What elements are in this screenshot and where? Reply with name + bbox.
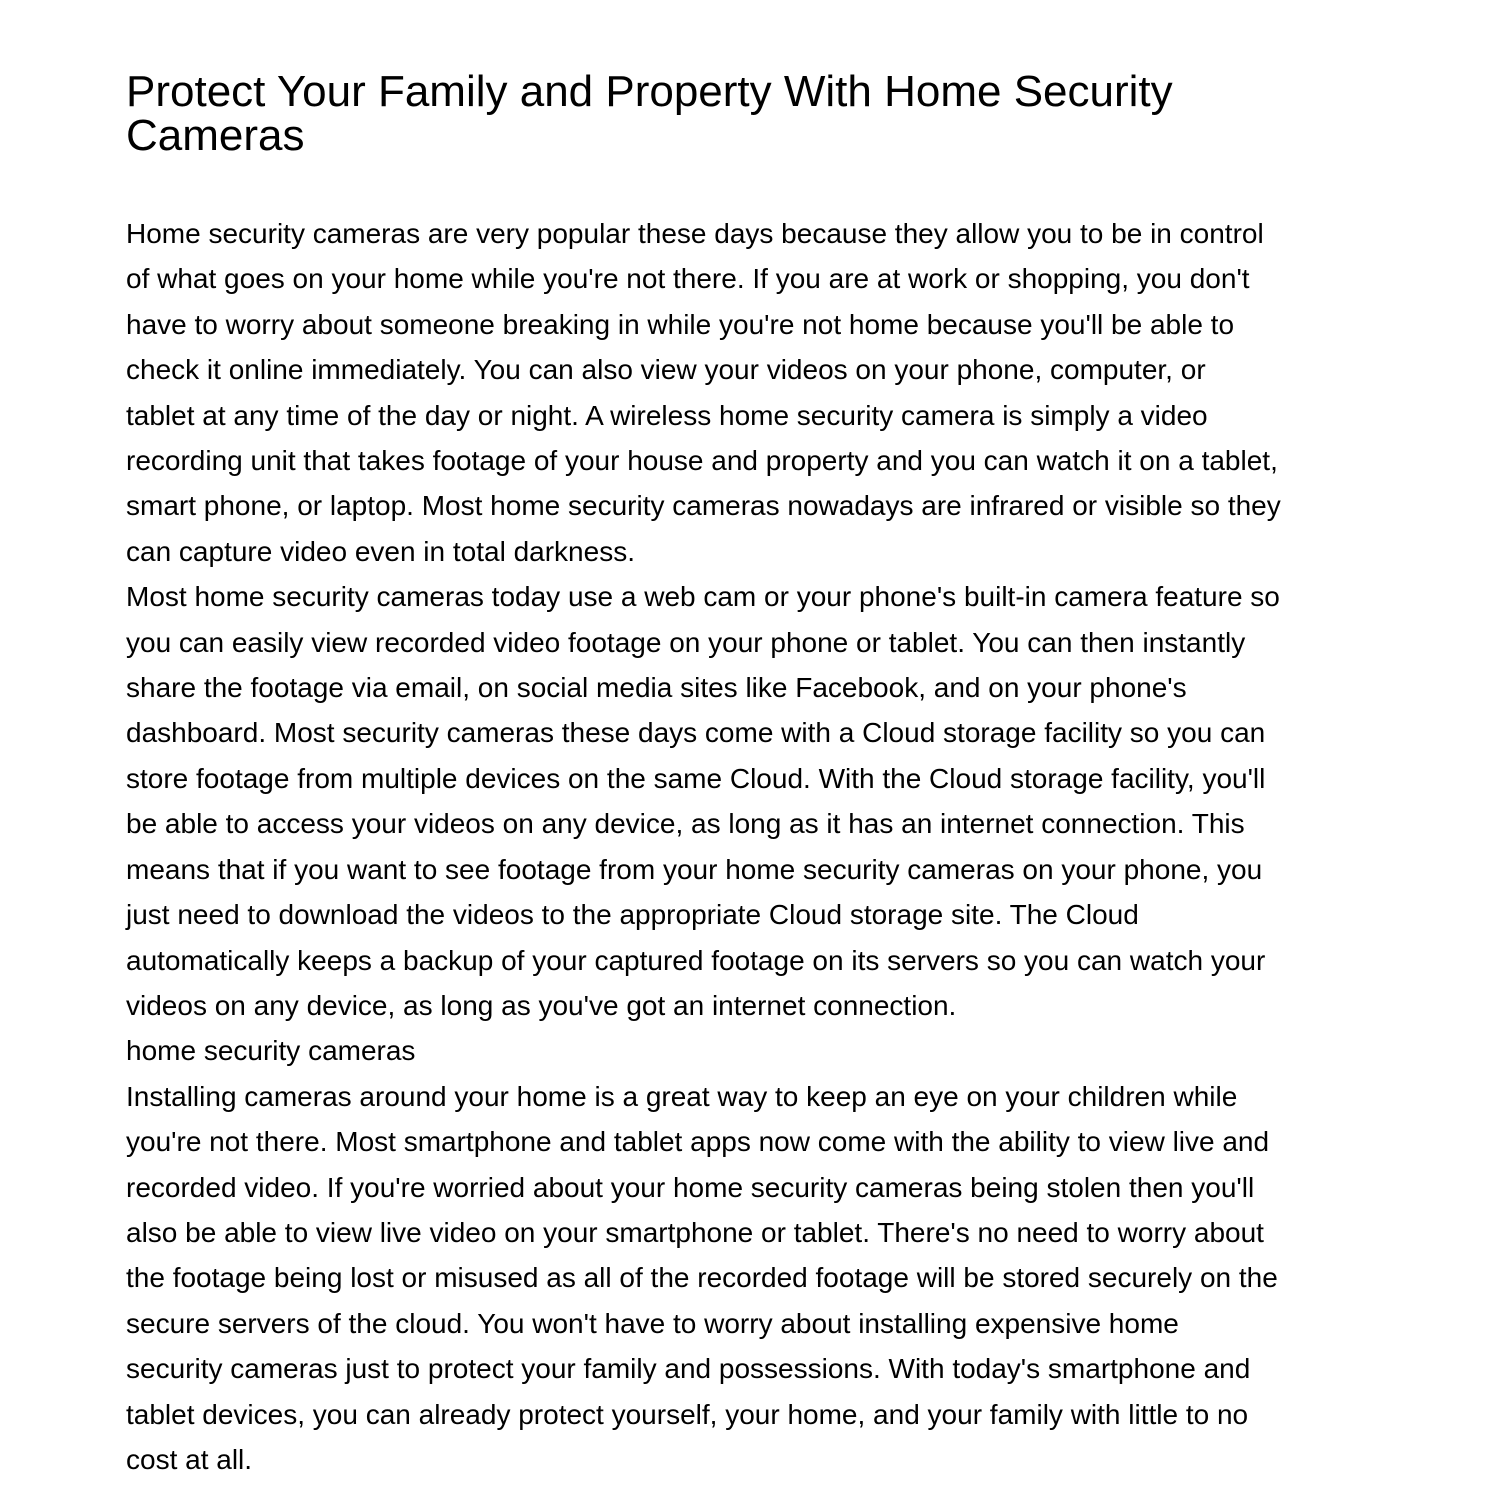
text-line: be able to access your videos on any device, as long as it has an internet connection. This	[126, 808, 1245, 840]
text-line: also be able to view live video on your smartphone or tablet. There's no need to worry about	[126, 1216, 1264, 1248]
text-line: recording unit that takes footage of your house and property and you can watch it on a tablet,	[126, 445, 1278, 477]
text-line: just need to download the videos to the appropriate Cloud storage site. The Cloud	[126, 899, 1139, 931]
paragraph	[126, 574, 1281, 1028]
text-line: tablet devices, you can already protect yourself, your home, and your family with little to no	[126, 1398, 1249, 1430]
text-line: the footage being lost or misused as all of the recorded footage will be stored securely on the	[126, 1262, 1278, 1294]
document-body	[126, 211, 1281, 1482]
text-line: you can easily view recorded video footage on your phone or tablet. You can then instantly	[126, 626, 1246, 658]
text-line: automatically keeps a backup of your captured footage on its servers so you can watch your	[126, 944, 1266, 976]
text-line: Home security cameras are very popular these days because they allow you to be in control	[126, 218, 1264, 249]
text-line: check it online immediately. You can also view your videos on your phone, computer, or	[126, 354, 1206, 386]
text-line: have to worry about someone breaking in while you're not home because you'll be able to	[126, 308, 1235, 340]
text-line: of what goes on your home while you're not there. If you are at work or shopping, you don't	[126, 263, 1250, 295]
title-line: Protect Your Family and Property With Home Security	[126, 67, 1173, 116]
text-line: secure servers of the cloud. You won't have to worry about installing expensive home	[126, 1307, 1179, 1339]
text-line: means that if you want to see footage from your home security cameras on your phone, you	[126, 853, 1263, 885]
text-line: share the footage via email, on social media sites like Facebook, and on your phone's	[126, 672, 1187, 704]
paragraph	[126, 1074, 1281, 1483]
keyword-link-text	[126, 1028, 1281, 1073]
text-line: you're not there. Most smartphone and tablet apps now come with the ability to view live and	[126, 1126, 1270, 1158]
text-line: dashboard. Most security cameras these days come with a Cloud storage facility so you can	[126, 717, 1266, 749]
text-line: recorded video. If you're worried about your home security cameras being stolen then you'll	[126, 1171, 1255, 1203]
text-line: home security cameras	[126, 1035, 416, 1067]
text-line: Most home security cameras today use a web cam or your phone's built-in camera feature so	[126, 581, 1280, 613]
text-line: Installing cameras around your home is a great way to keep an eye on your children while	[126, 1080, 1238, 1112]
text-line: cost at all.	[126, 1443, 253, 1475]
text-line: can capture video even in total darkness.	[126, 535, 635, 567]
text-line: security cameras just to protect your family and possessions. With today's smartphone and	[126, 1353, 1251, 1385]
text-line: videos on any device, as long as you've got an internet connection.	[126, 989, 957, 1021]
text-line: tablet at any time of the day or night. A wireless home security camera is simply a video	[126, 399, 1208, 431]
text-line: store footage from multiple devices on the same Cloud. With the Cloud storage facility, you'll	[126, 762, 1266, 794]
title-line: Cameras	[126, 111, 305, 160]
document-title	[126, 67, 1173, 160]
paragraph	[126, 211, 1281, 574]
text-line: smart phone, or laptop. Most home security cameras nowadays are infrared or visible so they	[126, 490, 1281, 522]
